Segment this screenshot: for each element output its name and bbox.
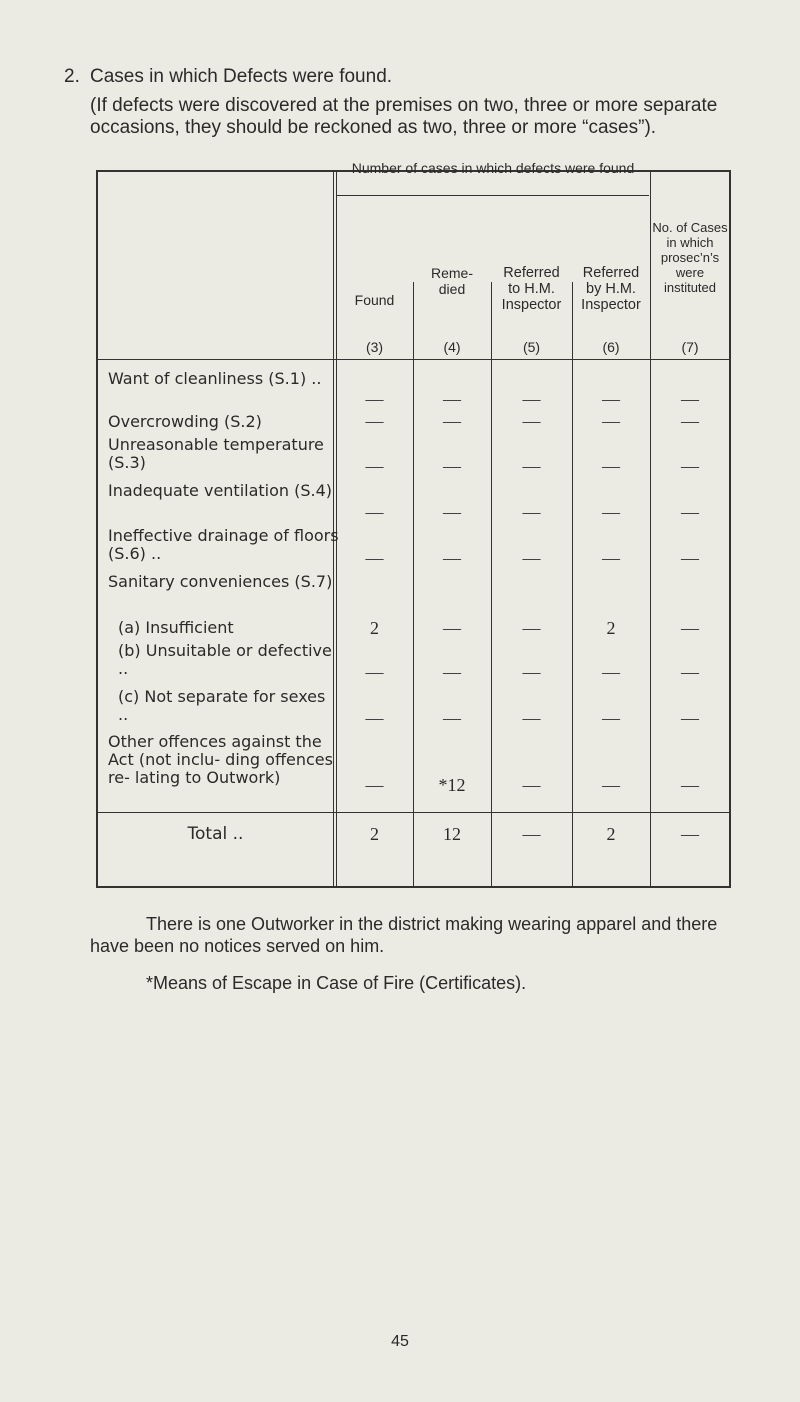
row-label-unsuitable: (b) Unsuitable or defective .. — [118, 641, 332, 678]
cell: — — [681, 662, 699, 682]
total-cell: — — [681, 824, 699, 844]
cell: — — [365, 389, 384, 409]
row-label-sanitary: Sanitary conveniences (S.7) — [108, 572, 333, 591]
cell: — — [522, 411, 541, 431]
section-heading — [64, 66, 750, 88]
header-bottom-line — [98, 359, 729, 360]
cell: — — [681, 411, 699, 431]
col-header-referred-by: Referred by H.M. Inspector — [581, 265, 641, 313]
cell: — — [443, 708, 461, 728]
group-header: Number of cases in which defects were found — [351, 160, 635, 176]
cell: — — [522, 502, 541, 522]
cell: — — [522, 618, 541, 638]
cell: — — [681, 389, 699, 409]
cell: — — [365, 502, 384, 522]
col-num-3: (3) — [365, 339, 384, 355]
cell: — — [681, 618, 699, 638]
cell: 2 — [606, 618, 616, 638]
cell: — — [365, 775, 384, 795]
col-num-4: (4) — [443, 339, 461, 355]
cell: — — [602, 662, 620, 682]
row-label-ventilation: Inadequate ventilation (S.4) — [108, 481, 333, 500]
cell: — — [522, 389, 541, 409]
cell: — — [443, 411, 461, 431]
row-label-not-separate: (c) Not separate for sexes .. — [118, 687, 326, 724]
cell: — — [602, 411, 620, 431]
col-header-remedied: Reme- died — [430, 265, 473, 297]
cell: — — [681, 548, 699, 568]
cell: — — [602, 548, 620, 568]
cell: — — [365, 662, 384, 682]
col-header-referred-to: Referred to H.M. Inspector — [501, 265, 562, 313]
cell: — — [365, 456, 384, 476]
row-label-drainage: Ineffective drainage of floors (S.6) .. — [108, 526, 339, 563]
cell: — — [365, 708, 384, 728]
cell: — — [602, 708, 620, 728]
total-top-line — [98, 812, 729, 813]
cell: — — [602, 456, 620, 476]
col-header-found: Found — [354, 292, 395, 308]
col-num-5: (5) — [522, 339, 541, 355]
cell: — — [522, 548, 541, 568]
cell: — — [443, 389, 461, 409]
cell: — — [443, 548, 461, 568]
total-cell: 2 — [370, 824, 379, 844]
col-num-6: (6) — [602, 339, 620, 355]
header-divider — [336, 195, 649, 196]
cell: *12 — [438, 775, 466, 795]
cell: — — [522, 456, 541, 476]
cell: — — [443, 662, 461, 682]
cell: — — [443, 502, 461, 522]
cell: — — [365, 548, 384, 568]
cell: — — [443, 456, 461, 476]
cell: — — [681, 502, 699, 522]
cell: — — [443, 618, 461, 638]
row-label-cleanliness: Want of cleanliness (S.1) .. — [108, 369, 322, 388]
defects-table — [96, 160, 731, 888]
total-cell: 12 — [443, 824, 461, 844]
cell: — — [522, 662, 541, 682]
total-cell: 2 — [606, 824, 616, 844]
section-note: (If defects were discovered at the premises on two, three or more separate occasions, they should be reckoned as two, three or more “cases”). — [90, 95, 718, 138]
col-header-prosecutions: No. of Cases in which prosec’n’s were instituted — [652, 220, 728, 295]
cell: — — [365, 411, 384, 431]
row-label-overcrowding: Overcrowding (S.2) — [108, 412, 262, 431]
cell: — — [522, 775, 541, 795]
cell: 2 — [370, 618, 379, 638]
cell: — — [681, 775, 699, 795]
cell: — — [602, 775, 620, 795]
row-label-other-offences: Other offences against the Act (not inclu- ding offences re- lating to Outwork) — [108, 732, 333, 787]
total-cell: — — [522, 824, 541, 844]
total-label: Total .. — [187, 824, 244, 844]
col-num-7: (7) — [681, 339, 699, 355]
cell: — — [602, 389, 620, 409]
cell: — — [681, 708, 699, 728]
row-label-temperature: Unreasonable temperature (S.3) — [108, 435, 324, 472]
footnote-paragraph: *Means of Escape in Case of Fire (Certificates). — [146, 973, 527, 993]
outworker-paragraph: There is one Outworker in the district making wearing apparel and there have been no notices served on him. — [90, 914, 718, 956]
row-label-insufficient: (a) Insufficient — [118, 618, 234, 637]
page-number: 45 — [391, 1333, 409, 1350]
section-number: 2. — [64, 66, 80, 87]
cell: — — [681, 456, 699, 476]
section-title: Cases in which Defects were found. — [90, 66, 393, 87]
cell: — — [522, 708, 541, 728]
cell: — — [602, 502, 620, 522]
